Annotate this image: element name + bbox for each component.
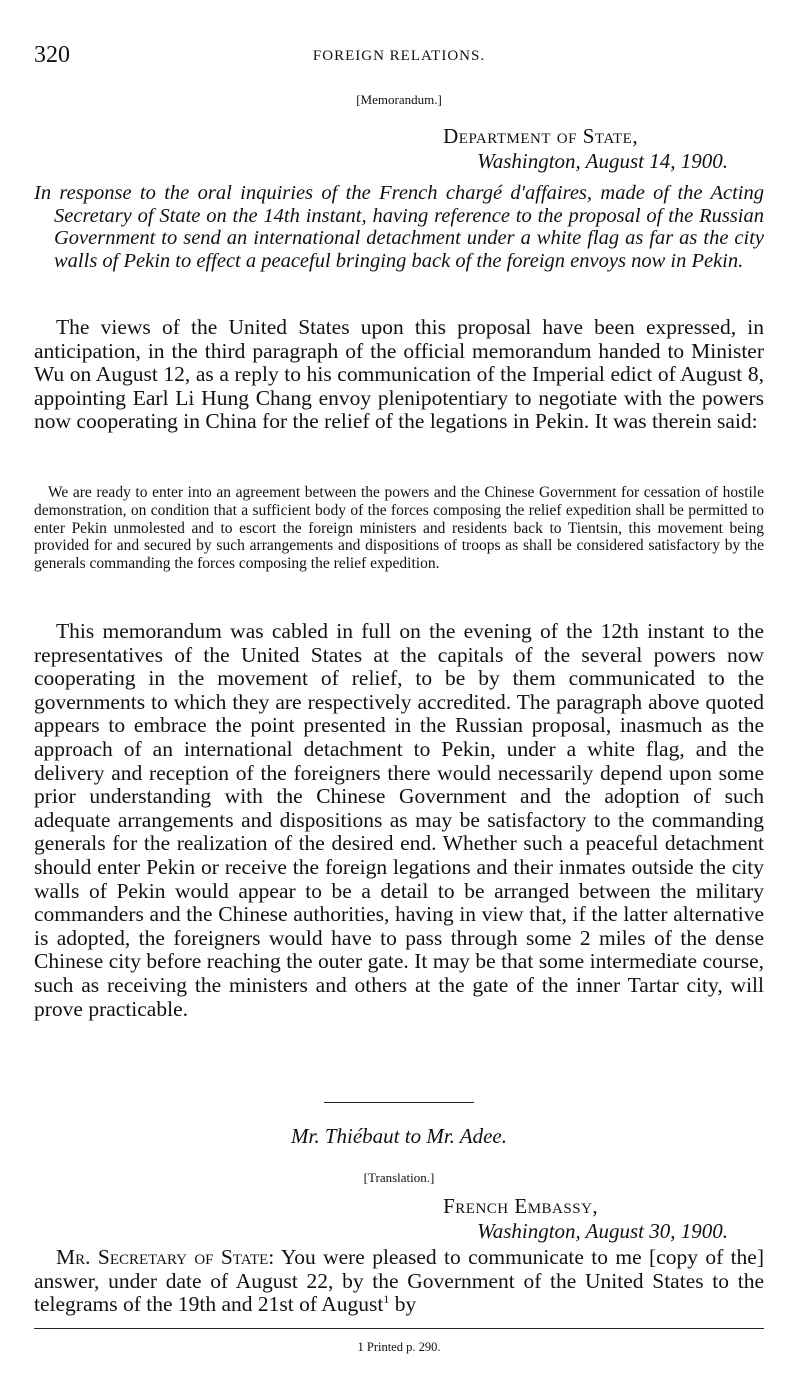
paragraph-letter-opening: [34, 1246, 764, 1317]
dateline-org: Department of State,: [443, 124, 639, 148]
dateline-org: French Embassy,: [443, 1194, 599, 1218]
section-divider: [324, 1102, 474, 1103]
dateline-place: Washington, August 14, 1900.: [477, 149, 728, 173]
letter-text: You were pleased to communicate to me [copy of the] answer, under date of August 22, by the Government of the United States to the telegrams of the 19th and 21st of August: [34, 1245, 765, 1317]
footnote-rule: [34, 1328, 764, 1329]
footnote-ref: 1: [383, 1292, 390, 1307]
letter-text-tail: by: [394, 1292, 417, 1317]
footnote: 1 Printed p. 290.: [357, 1340, 441, 1354]
page-number: 320: [34, 42, 70, 68]
section-heading: Mr. Thiébaut to Mr. Adee.: [290, 1124, 508, 1148]
paragraph-memorandum-cabled: This memorandum was cabled in full on the evening of the 12th instant to the representatives of the United States at the capitals of the several powers now cooperating in the movement of relief, to be by them communicated to the governments to which they are respectively accredited. The paragraph above quoted appears to embrace the point presented in the Russian proposal, inasmuch as the approach of an international detachment to Pekin, under a white flag, and the delivery and reception of the foreigners there would necessarily depend upon some prior understanding with the Chinese Government and the adoption of such adequate arrangements and dispositions as may be satisfactory to the commanding generals for the realization of the desired end. Whether such a peaceful detachment should enter Pekin or receive the foreign legations and their inmates outside the city walls of Pekin would appear to be a detail to be arranged between the military commanders and the Chinese authorities, having in view that, if the latter alternative is adopted, the foreigners would have to pass through some 2 miles of the dense Chinese city before reaching the outer gate. It may be that some intermediate course, such as receiving the ministers and others at the gate of the inner Tartar city, will prove practicable.: [34, 619, 764, 1021]
dateline-embassy: [443, 1194, 728, 1244]
dateline-place: Washington, August 30, 1900.: [477, 1219, 728, 1243]
block-quote: We are ready to enter into an agreement between the powers and the Chinese Government for cessation of hostile demonstration, on condition that a sufficient body of the forces composing the relief expedition shall be permitted to enter Pekin unmolested and to escort the foreign ministers and residents back to Tientsin, this movement being provided for and secured by such arrangements and dispositions of troops as shall be considered satisfactory by the generals commanding the forces composing the relief expedition.: [34, 484, 764, 573]
paragraph-views: The views of the United States upon this proposal have been expressed, in anticipation, in the third paragraph of the official memorandum handed to Minister Wu on August 12, as a reply to his communication of the Imperial edict of August 8, appointing Earl Li Hung Chang envoy plenipotentiary to negotiate with the powers now cooperating in China for the relief of the legations in Pekin. It was therein said:: [34, 315, 764, 434]
translation-label: [Translation.]: [363, 1170, 435, 1185]
intro-italic-summary: In response to the oral inquiries of the French chargé d'affaires, made of the Acting Secretary of State on the 14th instant, having reference to the proposal of the Russian Government to send an international detachment under a white flag as far as the city walls of Pekin to effect a peaceful bringing back of the foreign envoys now in Pekin.: [34, 182, 764, 272]
page-header: [34, 42, 764, 72]
memorandum-label: [Memorandum.]: [356, 92, 442, 107]
running-head: FOREIGN RELATIONS.: [312, 48, 486, 64]
dateline-department: [443, 124, 728, 174]
salutation: Mr. Secretary of State:: [56, 1245, 275, 1269]
